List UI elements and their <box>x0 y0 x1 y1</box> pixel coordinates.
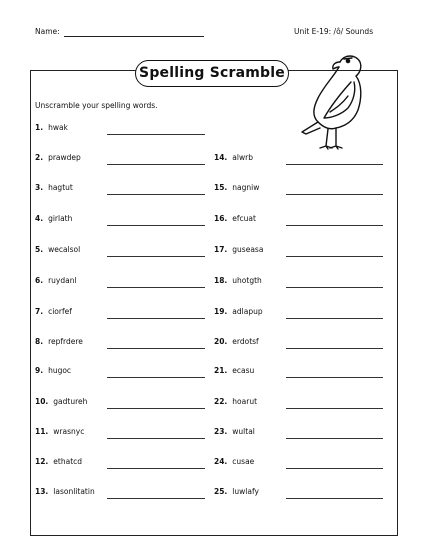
answer-line[interactable] <box>107 498 205 499</box>
item-number: 5. <box>35 245 44 254</box>
answer-line[interactable] <box>286 225 383 226</box>
scrambled-word: uhotgth <box>232 276 262 285</box>
item-number: 15. <box>214 183 228 192</box>
item-number: 20. <box>214 337 228 346</box>
scramble-item <box>214 397 257 406</box>
scramble-item <box>35 214 72 223</box>
scramble-item <box>35 123 68 132</box>
answer-line[interactable] <box>107 194 205 195</box>
scrambled-word: prawdep <box>48 153 81 162</box>
item-number: 8. <box>35 337 44 346</box>
scrambled-word: hwak <box>48 123 68 132</box>
scrambled-word: efcuat <box>232 214 256 223</box>
answer-line[interactable] <box>107 256 205 257</box>
scrambled-word: adlapup <box>232 307 263 316</box>
answer-line[interactable] <box>107 318 205 319</box>
worksheet-title: Spelling Scramble <box>135 60 289 87</box>
scrambled-word: wultal <box>232 427 255 436</box>
scramble-item <box>214 457 254 466</box>
scramble-item <box>214 276 262 285</box>
scrambled-word: luwlafy <box>232 487 259 496</box>
answer-line[interactable] <box>286 318 383 319</box>
scrambled-word: hoarut <box>232 397 258 406</box>
scramble-item <box>35 153 81 162</box>
scrambled-word: wrasnyc <box>53 427 85 436</box>
item-number: 10. <box>35 397 49 406</box>
scrambled-word: hugoc <box>48 366 72 375</box>
answer-line[interactable] <box>107 408 205 409</box>
scrambled-word: nagniw <box>232 183 260 192</box>
scramble-item <box>35 183 73 192</box>
instructions: Unscramble your spelling words. <box>35 101 158 110</box>
item-number: 12. <box>35 457 49 466</box>
scramble-item <box>214 427 255 436</box>
item-number: 3. <box>35 183 44 192</box>
answer-line[interactable] <box>107 287 205 288</box>
scrambled-word: lasonlitatin <box>53 487 95 496</box>
item-number: 11. <box>35 427 49 436</box>
item-number: 14. <box>214 153 228 162</box>
item-number: 22. <box>214 397 228 406</box>
scramble-item <box>214 214 256 223</box>
hawk-icon <box>296 48 376 154</box>
scrambled-word: ethatcd <box>53 457 83 466</box>
item-number: 17. <box>214 245 228 254</box>
scramble-item <box>35 366 71 375</box>
scrambled-word: ciorfef <box>48 307 72 316</box>
scrambled-word: girlath <box>48 214 73 223</box>
scrambled-word: alwrb <box>232 153 253 162</box>
item-number: 21. <box>214 366 228 375</box>
scramble-item <box>35 245 80 254</box>
scramble-item <box>35 307 72 316</box>
scrambled-word: wecalsol <box>48 245 81 254</box>
scrambled-word: ecasu <box>232 366 255 375</box>
answer-line[interactable] <box>286 468 383 469</box>
item-number: 19. <box>214 307 228 316</box>
name-answer-line[interactable] <box>64 36 204 37</box>
answer-line[interactable] <box>286 438 383 439</box>
answer-line[interactable] <box>107 164 205 165</box>
answer-line[interactable] <box>107 468 205 469</box>
answer-line[interactable] <box>286 256 383 257</box>
name-label: Name: <box>35 27 60 36</box>
scrambled-word: ruydanl <box>48 276 77 285</box>
answer-line[interactable] <box>107 438 205 439</box>
item-number: 9. <box>35 366 44 375</box>
item-number: 7. <box>35 307 44 316</box>
scrambled-word: gadtureh <box>53 397 88 406</box>
scramble-item <box>214 366 254 375</box>
unit-label: Unit E-19: /ô/ Sounds <box>294 27 374 36</box>
answer-line[interactable] <box>107 348 205 349</box>
item-number: 4. <box>35 214 44 223</box>
answer-line[interactable] <box>286 498 383 499</box>
answer-line[interactable] <box>107 225 205 226</box>
scramble-item <box>35 457 82 466</box>
scramble-item <box>214 183 259 192</box>
scramble-item <box>35 427 84 436</box>
scramble-item <box>214 153 253 162</box>
scramble-item <box>214 337 259 346</box>
scrambled-word: guseasa <box>232 245 264 254</box>
item-number: 25. <box>214 487 228 496</box>
scrambled-word: cusae <box>232 457 255 466</box>
answer-line[interactable] <box>286 377 383 378</box>
answer-line[interactable] <box>286 164 383 165</box>
scramble-item <box>214 245 263 254</box>
scramble-item <box>214 307 263 316</box>
item-number: 24. <box>214 457 228 466</box>
answer-line[interactable] <box>286 348 383 349</box>
answer-line[interactable] <box>107 377 205 378</box>
scrambled-word: erdotsf <box>232 337 259 346</box>
scramble-item <box>214 487 259 496</box>
scrambled-word: hagtut <box>48 183 73 192</box>
item-number: 6. <box>35 276 44 285</box>
answer-line[interactable] <box>107 134 205 135</box>
item-number: 13. <box>35 487 49 496</box>
scramble-item <box>35 276 77 285</box>
item-number: 1. <box>35 123 44 132</box>
answer-line[interactable] <box>286 287 383 288</box>
answer-line[interactable] <box>286 194 383 195</box>
scramble-item <box>35 397 87 406</box>
scrambled-word: repfrdere <box>48 337 83 346</box>
item-number: 23. <box>214 427 228 436</box>
scramble-item <box>35 487 95 496</box>
item-number: 18. <box>214 276 228 285</box>
item-number: 2. <box>35 153 44 162</box>
scramble-item <box>35 337 83 346</box>
item-number: 16. <box>214 214 228 223</box>
answer-line[interactable] <box>286 408 383 409</box>
